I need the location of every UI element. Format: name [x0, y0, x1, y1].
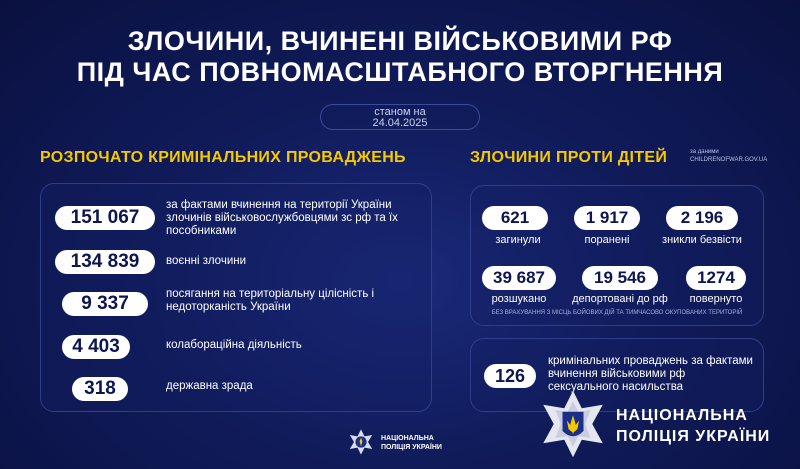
big-police-line-1: НАЦІОНАЛЬНА — [616, 407, 748, 424]
sexual-violence-text: кримінальних проваджень за фактами вчинення військовими рф сексуального насильства — [548, 355, 753, 393]
stat-pill: 4 403 — [62, 335, 130, 359]
child-stat-pill: 2 196 — [666, 206, 738, 230]
stat-pill: 9 337 — [62, 292, 148, 316]
stat-description: воєнні злочини — [166, 255, 247, 267]
page-title — [0, 26, 800, 88]
stat-description: посягання на територіальну цілісність і недоторканість України — [166, 288, 375, 313]
child-stat-pill: 621 — [482, 206, 548, 230]
date-badge — [320, 104, 480, 130]
right-heading: ЗЛОЧИНИ ПРОТИ ДІТЕЙ — [470, 149, 668, 166]
date-value: 24.04.2025 — [372, 117, 428, 129]
child-stat-pill: 1274 — [686, 266, 746, 290]
sexual-violence-pill: 126 — [484, 364, 536, 388]
child-stat-label: повернуто — [689, 293, 743, 305]
small-police-line-2: ПОЛІЦІЯ УКРАЇНИ — [381, 444, 442, 451]
police-badge-icon — [347, 428, 375, 456]
child-stat-pill: 1 917 — [574, 206, 640, 230]
title-line-1: ЗЛОЧИНИ, ВЧИНЕНІ ВІЙСЬКОВИМИ РФ — [127, 26, 673, 56]
stat-pill: 318 — [72, 377, 128, 401]
child-stat-label: поранені — [584, 234, 630, 246]
police-badge-icon — [538, 388, 608, 460]
stat-description: державна зрада — [166, 380, 253, 392]
national-police-title — [616, 405, 770, 447]
child-stat-label: загинули — [495, 234, 541, 246]
date-label: станом на — [374, 106, 426, 118]
small-police-line-1: НАЦІОНАЛЬНА — [381, 435, 434, 442]
left-heading: РОЗПОЧАТО КРИМІНАЛЬНИХ ПРОВАДЖЕНЬ — [40, 149, 406, 166]
source-label: за даними — [690, 149, 719, 155]
source-note — [690, 148, 767, 164]
big-police-line-2: ПОЛІЦІЯ УКРАЇНИ — [616, 428, 771, 445]
stat-pill: 134 839 — [55, 250, 155, 274]
small-police-text — [381, 434, 442, 452]
source-url: CHILDRENOFWAR.GOV.UA — [690, 157, 768, 163]
child-stat-pill: 19 546 — [582, 266, 658, 290]
child-stat-label: депортовані до рф — [572, 293, 668, 305]
stat-pill: 151 067 — [55, 206, 155, 230]
child-stat-label: розшукано — [491, 293, 547, 305]
child-stat-label: зникли безвісти — [662, 234, 742, 246]
child-stat-pill: 39 687 — [482, 266, 556, 290]
stat-description: колабораційна діяльність — [166, 339, 302, 351]
children-footnote: БЕЗ ВРАХУВАННЯ З МІСЦЬ БОЙОВИХ ДІЙ ТА ТИМЧАСОВО ОКУПОВАНИХ ТЕРИТОРІЙ — [491, 310, 743, 316]
title-line-2: ПІД ЧАС ПОВНОМАСШТАБНОГО ВТОРГНЕННЯ — [76, 57, 724, 87]
stat-description: за фактами вчинення на території України злочинів військовослужбовцями зс рф та їх пособниками — [166, 199, 398, 237]
